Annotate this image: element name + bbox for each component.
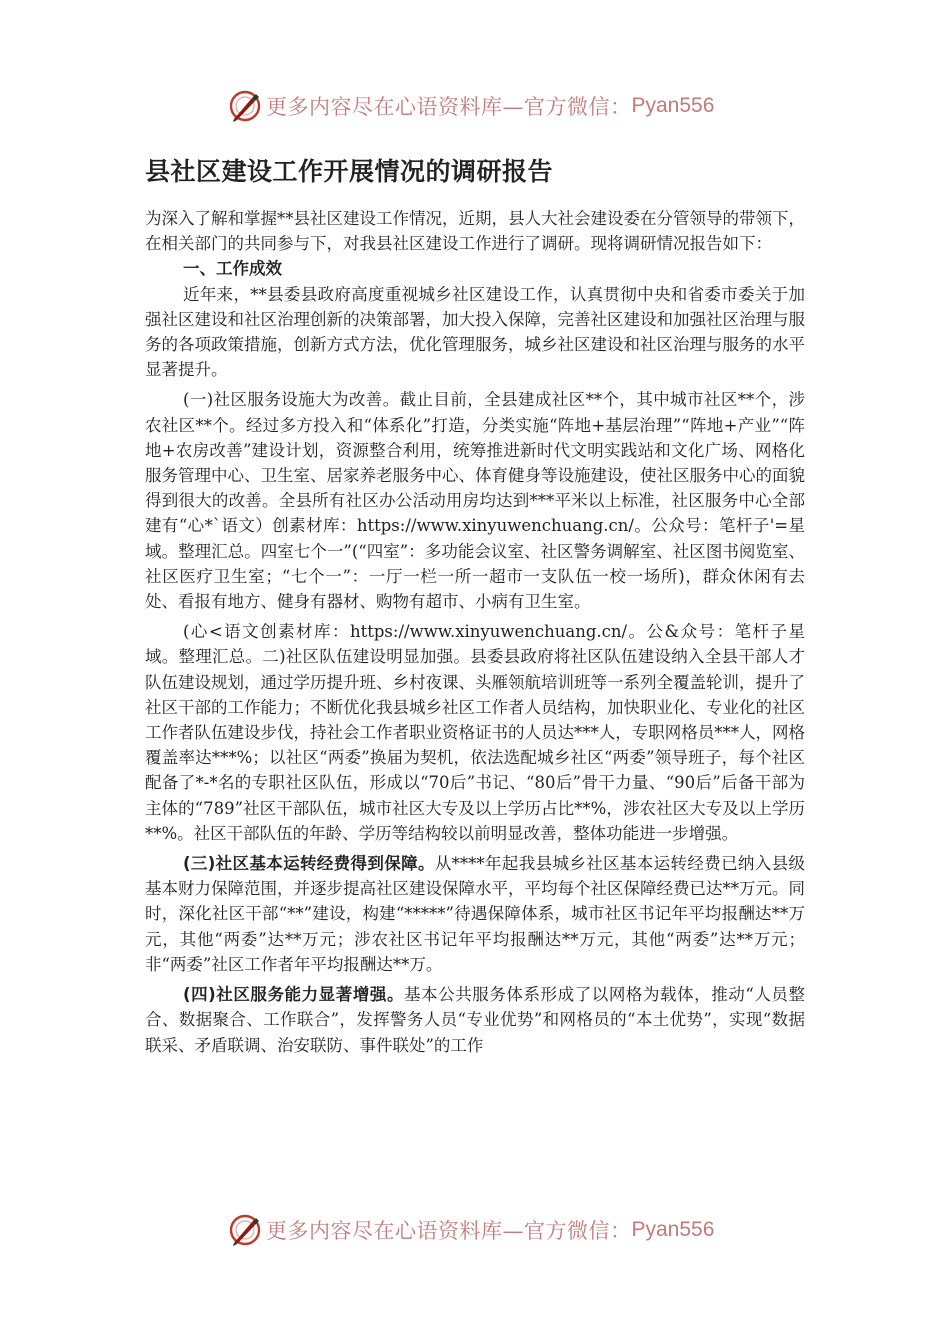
pen-logo-icon bbox=[228, 1213, 262, 1247]
banner-wechat-id: Pyan556 bbox=[631, 1218, 715, 1241]
paragraph-funding-lead: (三)社区基本运转经费得到保障。 bbox=[183, 854, 435, 874]
paragraph-service-lead: (四)社区服务能力显著增强。 bbox=[183, 985, 405, 1005]
footer-watermark-banner bbox=[228, 1210, 714, 1250]
paragraph-service-capacity bbox=[145, 982, 805, 1058]
document-body bbox=[145, 206, 805, 1058]
header-watermark-banner bbox=[228, 86, 714, 126]
banner-wechat-id: Pyan556 bbox=[631, 94, 715, 117]
paragraph-overview: 近年来，**县委县政府高度重视城乡社区建设工作，认真贯彻中央和省委市委关于加强社区建设和社区治理创新的决策部署，加大投入保障，完善社区建设和加强社区治理与服务的各项政策措施，创新方式方法，优化管理服务，城乡社区建设和社区治理与服务的水平显著提升。 bbox=[145, 284, 805, 380]
paragraph-service-text: 基本公共服务体系形成了以网格为载体，推动“人员整合、数据聚合、工作联合”，发挥警务人员“专业优势”和网格员的“本土优势”，实现“数据联采、矛盾联调、治安联防、事件联处”的工作 bbox=[145, 985, 806, 1055]
pen-logo-icon bbox=[228, 89, 262, 123]
paragraph-team-building: (心<语文创素材库：https://www.xinyuwenchuang.cn/。公&众号：笔杆子星域。整理汇总。二)社区队伍建设明显加强。县委县政府将社区队伍建设纳入全县干部人才队伍建设规划，通过学历提升班、乡村夜课、头雁领航培训班等一系列全覆盖轮训，提升了社区干部的工作能力；不断优化我县城乡社区工作者人员结构，加快职业化、专业化的社区工作者队伍建设步伐，持社会工作者职业资格证书的人员达***人，专职网格员***人，网格覆盖率达***%；以社区“两委”换届为契机，依法选配城乡社区“两委”领导班子，每个社区配备了*-*名的专职社区队伍，形成以“70后”书记、“80后”骨干力量、“90后”后备干部为主体的“789”社区干部队伍，城市社区大专及以上学历占比**%，涉农社区大专及以上学历**%。社区干部队伍的年龄、学历等结构较以前明显改善，整体功能进一步增强。 bbox=[145, 622, 805, 843]
banner-text: 更多内容尽在心语资料库—官方微信： bbox=[266, 95, 632, 119]
paragraph-funding bbox=[145, 851, 805, 977]
section-heading-achievements: 一、工作成效 bbox=[183, 259, 282, 279]
document-title: 县社区建设工作开展情况的调研报告 bbox=[145, 157, 554, 186]
paragraph-facilities: (一)社区服务设施大为改善。截止目前，全县建成社区**个，其中城市社区**个，涉农社区**个。经过多方投入和“体系化”打造，分类实施“阵地+基层治理”“阵地+产业”“阵地+农房改善”建设计划，资源整合利用，统筹推进新时代文明实践站和文化广场、网格化服务管理中心、卫生室、居家养老服务中心、体育健身等设施建设，使社区服务中心的面貌得到很大的改善。全县所有社区办公活动用房均达到***平米以上标准，社区服务中心全部建有“心*`语文）创素材库：https://www.xinyuwenchuang.cn/。公众号：笔杆子'=星域。整理汇总。四室七个一”(“四室”：多功能会议室、社区警务调解室、社区图书阅览室、社区医疗卫生室；“七个一”：一厅一栏一所一超市一支队伍一校一场所)，群众休闲有去处、看报有地方、健身有器材、购物有超市、小病有卫生室。 bbox=[145, 390, 805, 612]
paragraph-funding-text: 从****年起我县城乡社区基本运转经费已纳入县级基本财力保障范围，并逐步提高社区建设保障水平，平均每个社区保障经费已达**万元。同时，深化社区干部“**”建设，构建“*****”待遇保障体系，城市社区书记年平均报酬达**万元，其他“两委”达**万元；涉农社区书记年平均报酬达**万元，其他“两委”达**万元；非“两委”社区工作者年平均报酬达**万。 bbox=[145, 854, 805, 974]
banner-text: 更多内容尽在心语资料库—官方微信： bbox=[266, 1219, 632, 1243]
intro-paragraph: 为深入了解和掌握**县社区建设工作情况，近期，县人大社会建设委在分管领导的带领下，在相关部门的共同参与下，对我县社区建设工作进行了调研。现将调研情况报告如下： bbox=[145, 209, 805, 254]
